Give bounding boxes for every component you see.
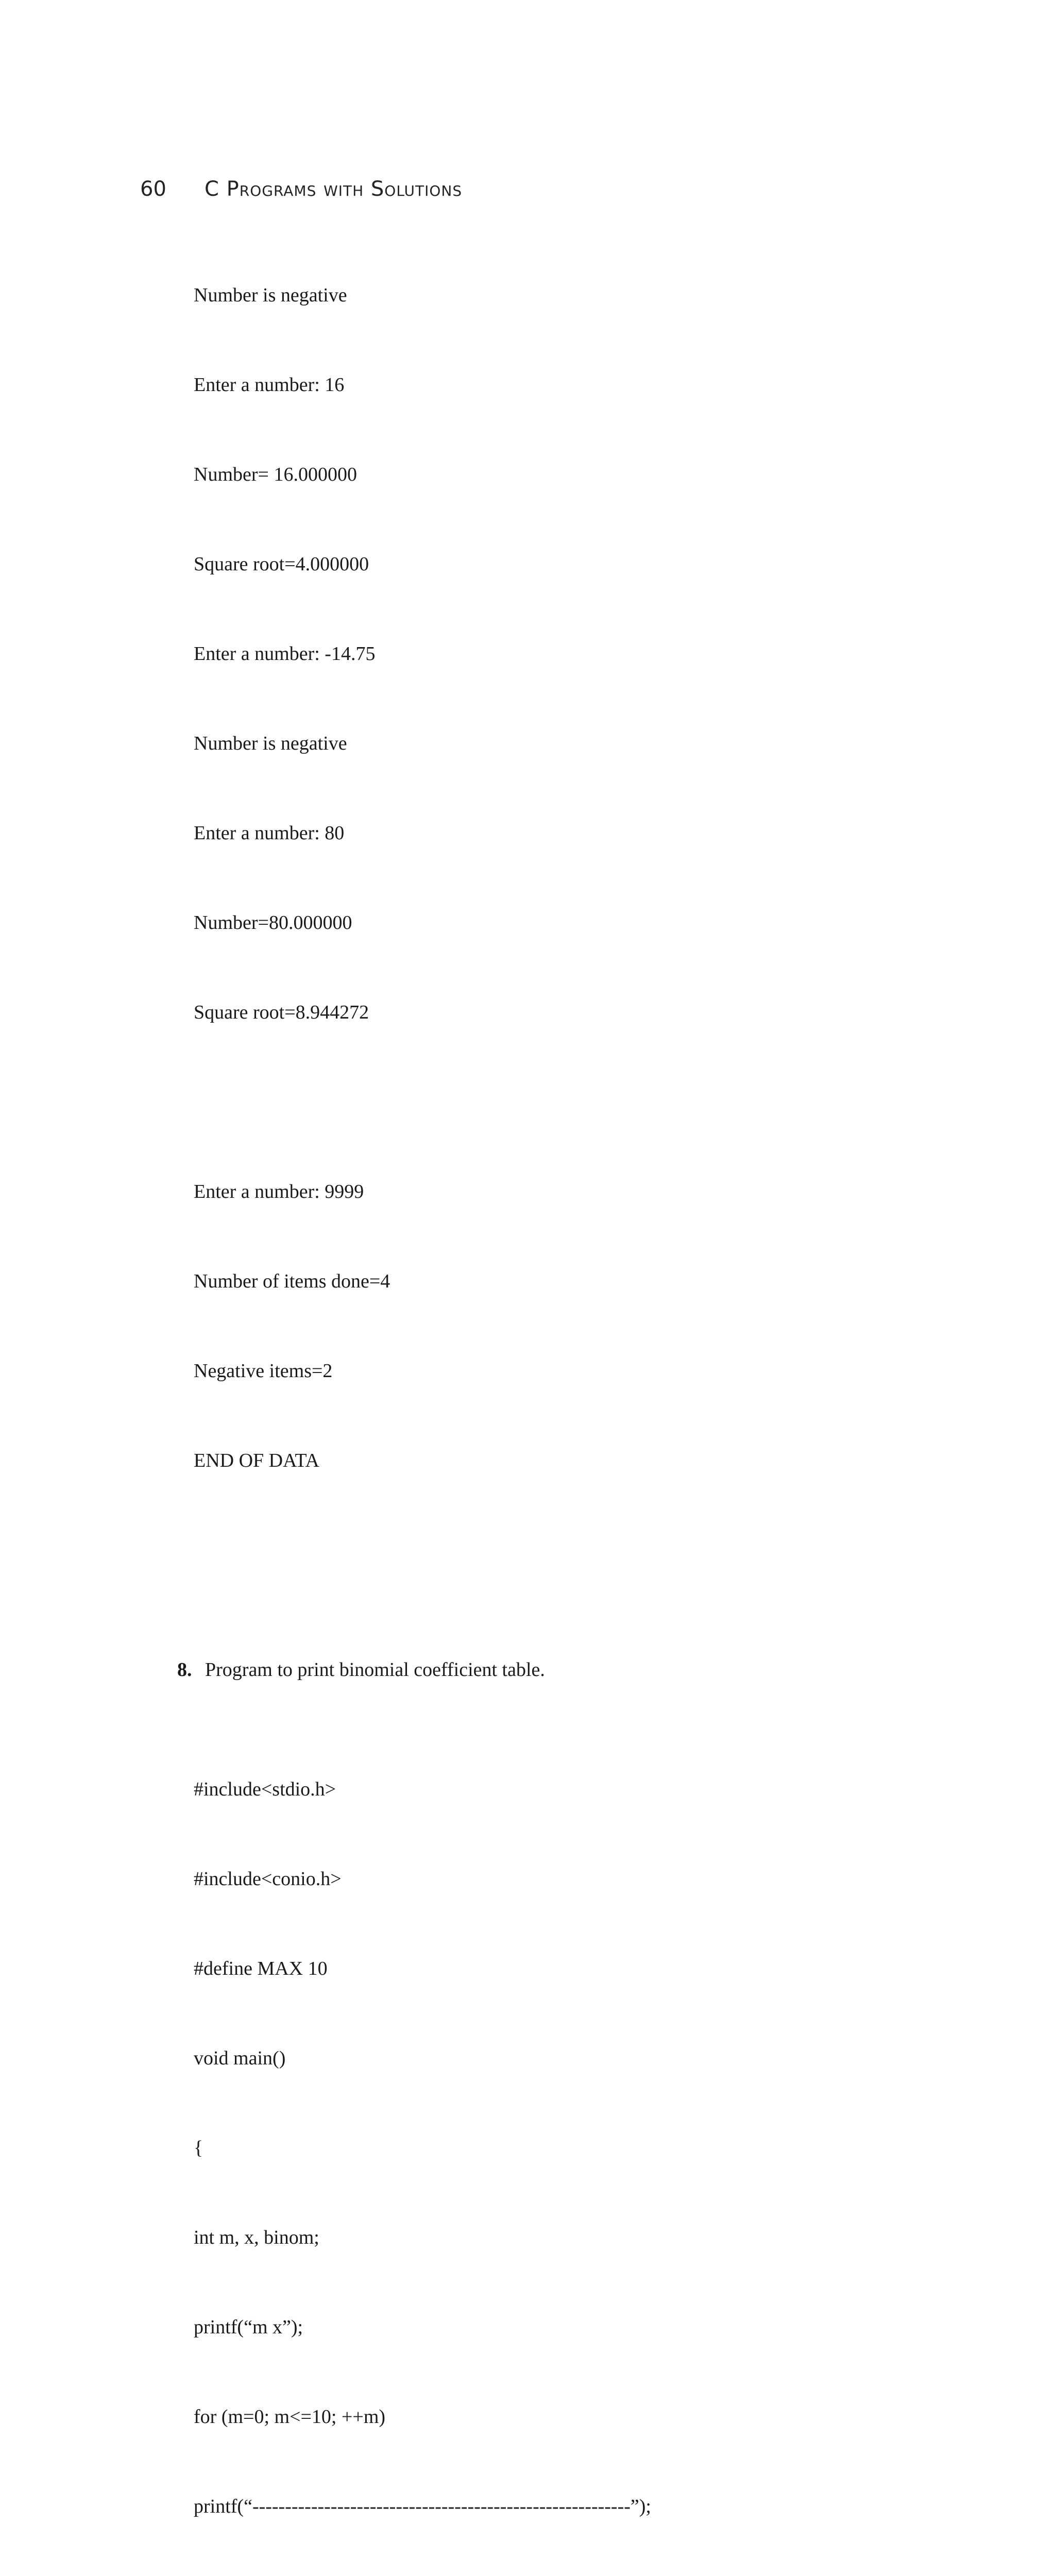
output-line: Enter a number: 16: [194, 374, 345, 396]
code-line: void main(): [194, 2047, 286, 2069]
code-line: printf(“m x”);: [194, 2316, 303, 2338]
output-line: [194, 1535, 651, 1565]
output-line: Number=80.000000: [194, 912, 352, 934]
code-line: {: [194, 2137, 203, 2159]
output-line: Enter a number: -14.75: [194, 643, 376, 665]
output-line: Number is negative: [194, 733, 347, 754]
code-line: #include<conio.h>: [194, 1868, 342, 1890]
page-header: [140, 177, 462, 208]
output-line: END OF DATA: [194, 1450, 319, 1471]
section-heading: [177, 1655, 651, 1685]
code-line: printf(“----------------------------------------------------------”);: [194, 2496, 651, 2517]
output-line: Enter a number: 80: [194, 822, 345, 844]
code-line: for (m=0; m<=10; ++m): [194, 2406, 386, 2428]
output-line: Number= 16.000000: [194, 464, 357, 485]
running-title: C Programs with Solutions: [205, 177, 463, 201]
text-body: [177, 221, 651, 2576]
output-line: [194, 1087, 651, 1117]
section-number: 8.: [177, 1659, 192, 1681]
output-line: Square root=8.944272: [194, 1002, 369, 1023]
code-line: int m, x, binom;: [194, 2227, 319, 2248]
code-line: #include<stdio.h>: [194, 1778, 336, 1800]
output-line: Number is negative: [194, 284, 347, 306]
code-line: #define MAX 10: [194, 1958, 328, 1979]
output-line: Negative items=2: [194, 1360, 333, 1382]
page-number: 60: [140, 177, 166, 201]
output-line: Square root=4.000000: [194, 553, 369, 575]
output-line: Number of items done=4: [194, 1270, 390, 1292]
section-title: Program to print binomial coefficient table.: [205, 1659, 545, 1681]
output-line: Enter a number: 9999: [194, 1181, 364, 1202]
